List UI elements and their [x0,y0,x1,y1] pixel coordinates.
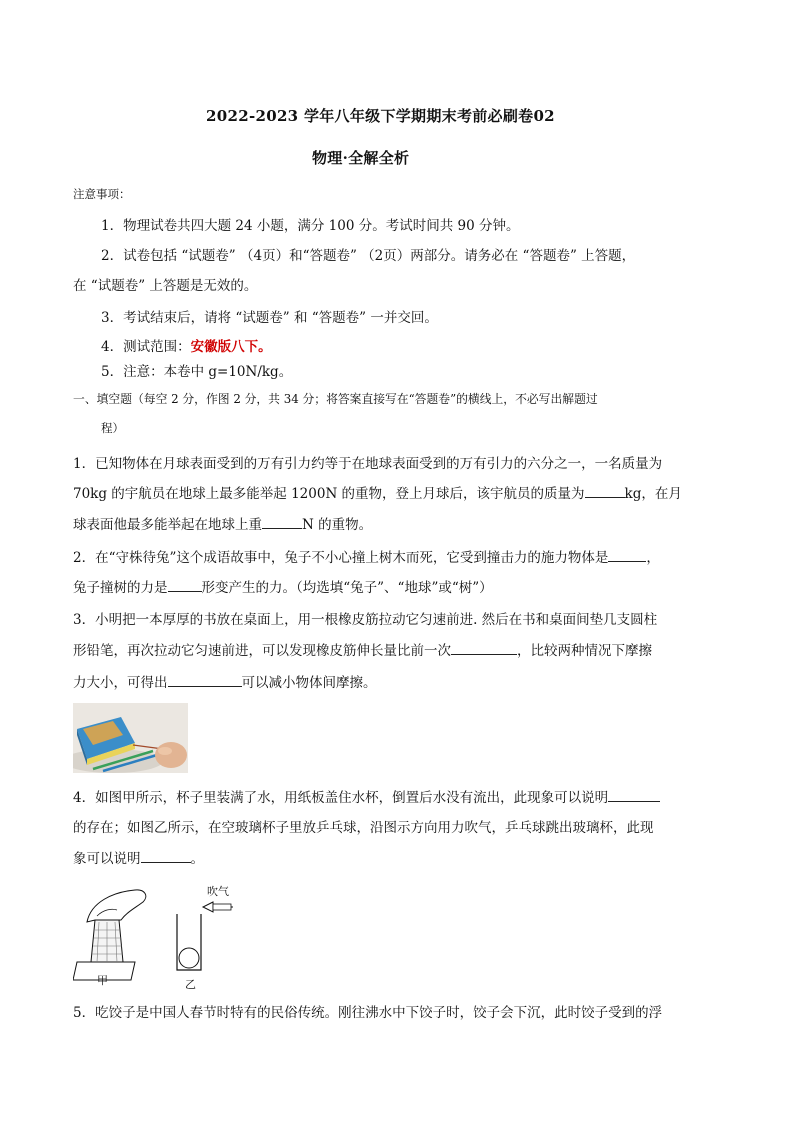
q1-line-3-text-b: N 的重物。 [302,517,373,533]
q1-line-2 [73,483,682,504]
q1-line-3 [73,514,372,535]
q1-line-2-text-a: 70kg 的宇航员在地球上最多能举起 1200N 的重物，登上月球后，该宇航员的质量为 [73,486,585,502]
q5-line-1: 5．吃饺子是中国人春节时特有的民俗传统。刚往沸水中下饺子时，饺子会下沉，此时饺子受到的浮 [73,1005,663,1021]
q1-blank-2[interactable] [262,514,302,529]
q2-line-1-text-a: 2．在“守株待兔”这个成语故事中，兔子不小心撞上树木而死，它受到撞击力的施力物体是 [73,550,609,566]
q4-line-3-text-b: 。 [190,851,204,867]
q4-line-1-text-a: 4．如图甲所示，杯子里装满了水，用纸板盖住水杯，倒置后水没有流出，此现象可以说明 [73,790,609,806]
q2-line-2 [73,577,493,598]
fig-label-blow: 吹气 [207,885,229,898]
q2-blank-2[interactable] [168,577,202,592]
q2-line-1-text-b: ， [646,550,660,566]
q3-line-3 [73,672,377,693]
q4-line-3 [73,848,204,869]
q1-line-1: 1．已知物体在月球表面受到的万有引力约等于在地球表面受到的万有引力的六分之一，一名质量为 [73,456,663,472]
paper-title: 2022-2023 学年八年级下学期期末考前必刷卷02 [206,107,555,125]
note-item-5: 5．注意：本卷中 g=10N/kg。 [101,364,293,380]
fig-label-b: 乙 [185,978,196,991]
section-heading-line-1: 一、填空题（每空 2 分，作图 2 分，共 34 分；将答案直接写在“答题卷”的横线上，不必写出解题过 [73,392,598,406]
q2-blank-1[interactable] [608,547,646,562]
q3-blank-2[interactable] [168,672,242,687]
q3-blank-1[interactable] [451,640,517,655]
fig-label-a: 甲 [97,974,108,987]
q2-line-2-text-a: 兔子撞树的力是 [73,580,168,596]
q2-line-2-text-b: 形变产生的力。（均选填“兔子”、“地球”或“树”） [201,580,493,596]
note-item-3: 3．考试结束后，请将 “试题卷” 和 “答题卷” 一并交回。 [101,310,438,326]
q4-blank-2[interactable] [141,848,191,863]
q3-line-3-text-b: 可以减小物体间摩擦。 [241,675,377,691]
note-item-1: 1．物理试卷共四大题 24 小题，满分 100 分。考试时间共 90 分钟。 [101,218,520,234]
test-scope: 安徽版八下。 [190,339,272,355]
q3-line-2 [73,640,652,661]
q3-book-photo [73,703,188,773]
paper-subtitle: 物理·全解全析 [312,149,410,167]
book-pencil-illustration [73,703,188,773]
q4-line-2: 的存在；如图乙所示，在空玻璃杯子里放乒乓球，沿图示方向用力吹气，乒乓球跳出玻璃杯，此现 [73,820,654,836]
note-item-2-line-1: 2．试卷包括 “试题卷” （4页）和“答题卷” （2页）两部分。请务必在 “答题卷” 上答题， [101,248,636,264]
q4-line-3-text-a: 象可以说明 [73,851,141,867]
q4-line-1 [73,787,660,808]
q4-diagram [73,880,248,990]
note-item-4 [101,337,272,357]
q3-line-1: 3．小明把一本厚厚的书放在桌面上，用一根橡皮筋拉动它匀速前进. 然后在书和桌面间垫几支圆柱 [73,612,658,628]
section-heading-line-2: 程） [101,421,124,435]
q1-line-2-text-b: kg，在月 [624,486,682,502]
q1-line-3-text-a: 球表面他最多能举起在地球上重 [73,517,262,533]
q3-line-2-text-b: ，比较两种情况下摩擦 [517,643,652,659]
note-item-2-line-2: 在 “试题卷” 上答题是无效的。 [73,278,258,294]
q1-blank-1[interactable] [585,483,625,498]
q2-line-1 [73,547,660,568]
q3-line-3-text-a: 力大小，可得出 [73,675,168,691]
note-item-4-prefix: 4．测试范围： [101,339,191,355]
q3-line-2-text-a: 形铅笔，再次拉动它匀速前进，可以发现橡皮筋伸长量比前一次 [73,643,451,659]
notes-heading: 注意事项： [73,187,131,201]
q4-blank-1[interactable] [608,787,660,802]
